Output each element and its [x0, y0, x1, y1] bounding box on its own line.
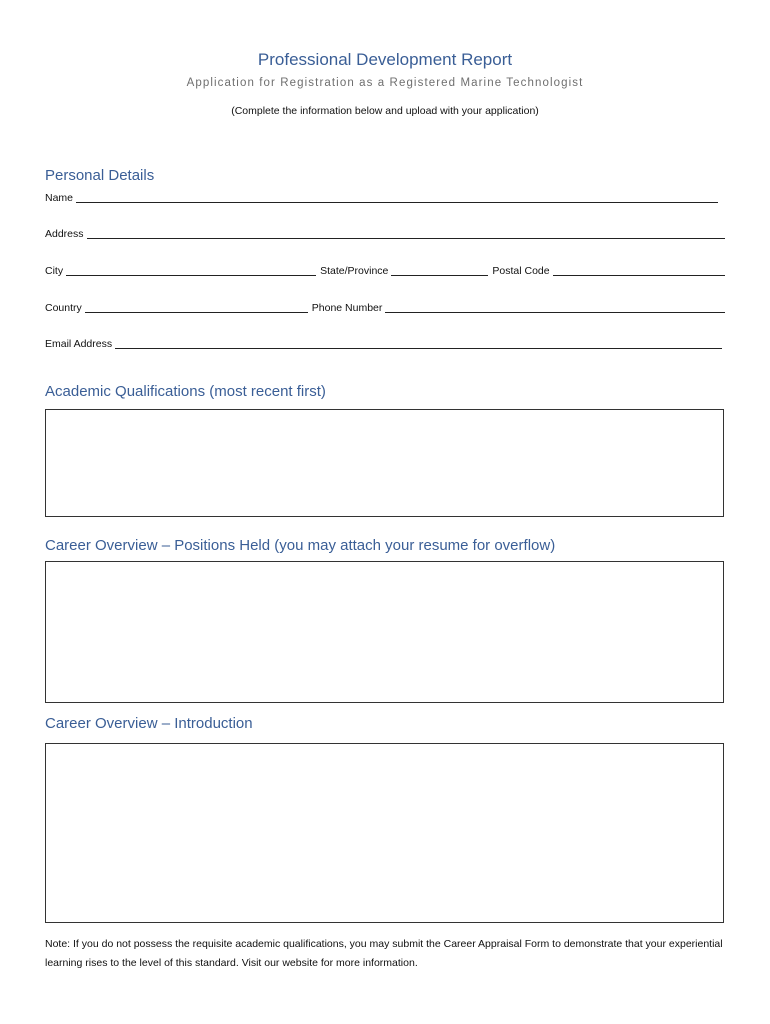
academic-qualifications-heading: Academic Qualifications (most recent first): [45, 383, 326, 400]
email-label: Email Address: [45, 338, 113, 350]
career-introduction-box[interactable]: [45, 743, 724, 923]
name-label: Name: [45, 192, 74, 204]
address-label: Address: [45, 228, 84, 240]
name-field[interactable]: [76, 190, 718, 203]
email-field[interactable]: [115, 336, 722, 349]
career-introduction-heading: Career Overview – Introduction: [45, 715, 253, 732]
phone-field[interactable]: [385, 300, 725, 313]
phone-label: Phone Number: [311, 302, 383, 314]
academic-qualifications-box[interactable]: [45, 409, 724, 517]
footer-note: Note: If you do not possess the requisite academic qualifications, you may submit the Career Appraisal Form to demonstrate that your experiential learning rises to the level of this standard. Visit our website for more information.: [45, 938, 723, 969]
address-field[interactable]: [87, 226, 725, 239]
name-row: [45, 189, 718, 205]
city-state-postal-row: [45, 262, 725, 278]
postal-code-field[interactable]: [553, 263, 725, 276]
city-field[interactable]: [66, 263, 316, 276]
address-row: [45, 225, 725, 241]
country-label: Country: [45, 302, 82, 314]
country-phone-row: [45, 299, 725, 315]
country-field[interactable]: [85, 300, 308, 313]
page-subtitle: Application for Registration as a Registered Marine Technologist: [186, 77, 584, 89]
email-row: [45, 335, 722, 351]
personal-details-heading: Personal Details: [45, 167, 155, 184]
city-label: City: [45, 265, 64, 277]
instructions-text: (Complete the information below and upload with your application): [231, 105, 539, 117]
positions-held-heading: Career Overview – Positions Held (you may attach your resume for overflow): [45, 537, 556, 554]
page-title: Professional Development Report: [257, 50, 513, 69]
positions-held-box[interactable]: [45, 561, 724, 703]
state-label: State/Province: [320, 265, 389, 277]
state-field[interactable]: [391, 263, 488, 276]
postal-code-label: Postal Code: [492, 265, 550, 277]
